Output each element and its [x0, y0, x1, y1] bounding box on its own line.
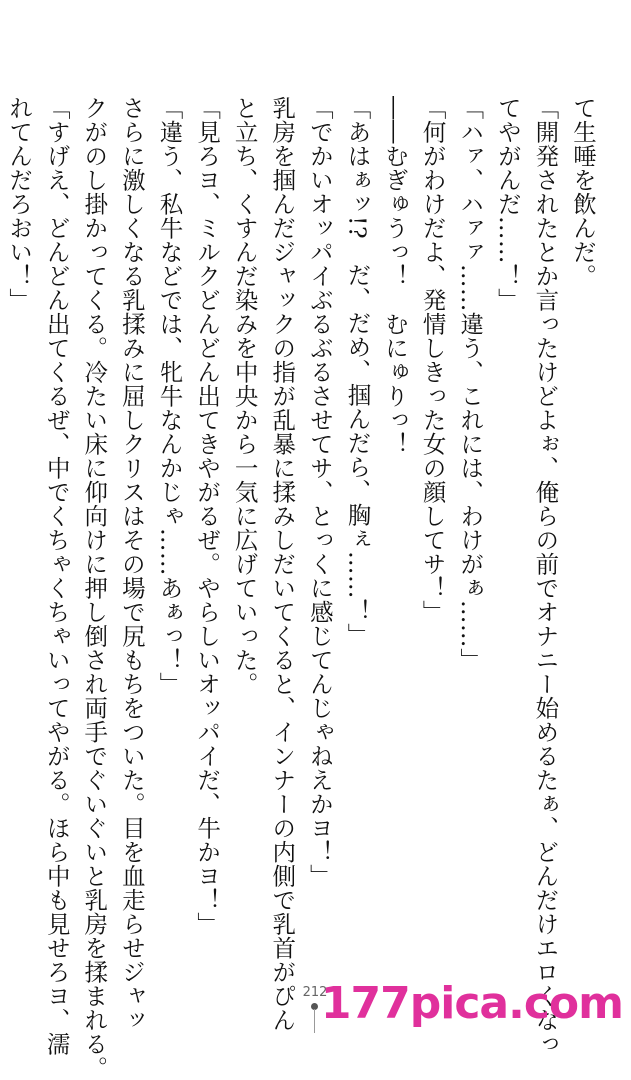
text-line: 「でかいオッパイぶるぶるさせてサ、とっくに感じてんじゃねえかヨ！」 [305, 96, 334, 888]
text-line: 「すげえ、どんどん出てくるぜ、中でくちゃくちゃいってやがる。ほら中も見せろヨ、濡 [42, 96, 71, 1056]
text-line: と立ち、くすんだ染みを中央から一気に広げていった。 [230, 96, 259, 696]
text-line: 「ハァ、ハァァ……違う、これには、わけがぁ……」 [456, 96, 485, 672]
text-line: 「見ろヨ、ミルクどんどん出てきやがるぜ。やらしいオッパイだ、牛かヨ！」 [193, 96, 222, 936]
text-line: 「あはぁッ!? だ、だめ、掴んだら、胸ぇ……！」 [343, 96, 372, 648]
text-line: ――むぎゅうっ！ むにゅりっ！ [381, 96, 410, 456]
text-line: クがのし掛かってくる。冷たい床に仰向けに押し倒され両手でぐいぐいと乳房を揉まれる。 [80, 96, 109, 1080]
text-line: さらに激しくなる乳揉みに屈しクリスはその場で尻もちをついた。目を血走らせジャッ [117, 96, 146, 1032]
text-line: てやがんだ……！」 [493, 96, 522, 312]
text-line: 乳房を掴んだジャックの指が乱暴に揉みしだいてくると、インナーの内側で乳首がぴん [268, 96, 297, 1032]
text-line: れてんだろおい！」 [5, 96, 34, 312]
text-line: 「違う、私牛などでは、牝牛なんかじゃ……あぁっ！」 [155, 96, 184, 696]
text-line: 「何がわけだよ、発情しきった女の顔してサ！」 [418, 96, 447, 624]
page-number: 212 [302, 985, 328, 1000]
watermark: 177pica.com [320, 978, 623, 1029]
text-line: て生唾を飲んだ。 [569, 96, 597, 288]
page-marker-line [314, 1009, 315, 1033]
text-line: 「開発されたとか言ったけどよぉ、俺らの前でオナニー始めるたぁ、どんだけエロくなっ [531, 96, 560, 1056]
